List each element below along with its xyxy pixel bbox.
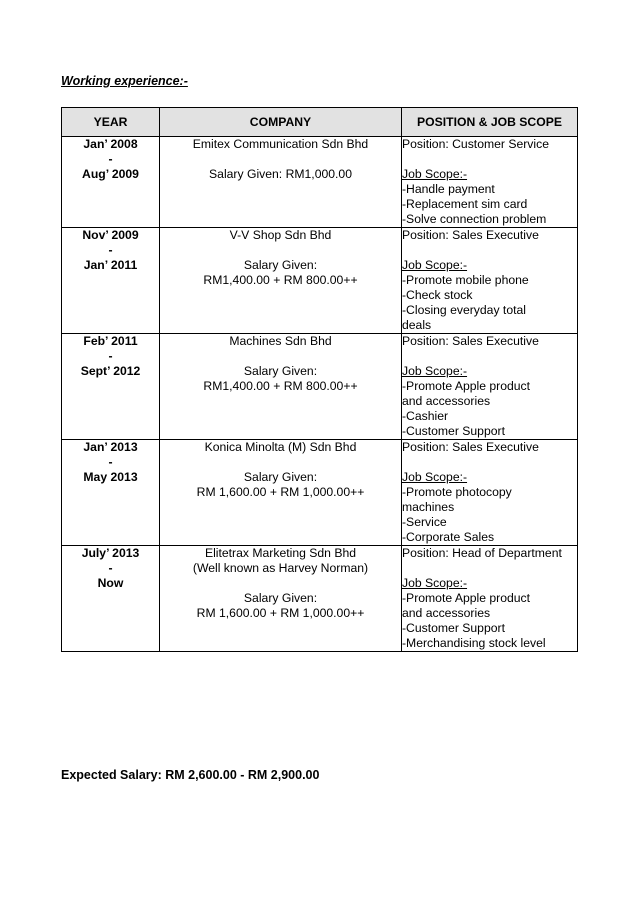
year-end: Jan’ 2011: [83, 258, 138, 272]
salary-value: RM 1,600.00 + RM 1,000.00++: [196, 485, 365, 499]
year-end: Now: [97, 576, 124, 590]
company-name: (Well known as Harvey Norman): [192, 561, 369, 575]
year-cell: [62, 228, 160, 334]
year-end: Sept’ 2012: [80, 364, 141, 378]
company-cell: [160, 440, 402, 546]
job-scope-label: Job Scope:-: [402, 364, 468, 378]
position-cell: [402, 137, 578, 228]
year-end: Aug’ 2009: [82, 167, 139, 181]
position-title: Position: Customer Service: [402, 137, 549, 151]
year-separator: -: [108, 152, 113, 166]
job-scope-item: -Promote Apple product: [402, 379, 531, 393]
job-scope-label: Job Scope:-: [402, 576, 468, 590]
job-scope-item: -Closing everyday total: [402, 303, 526, 317]
year-separator: -: [108, 561, 113, 575]
company-name: V-V Shop Sdn Bhd: [229, 228, 332, 242]
company-cell: [160, 334, 402, 440]
job-scope-item: -Solve connection problem: [402, 212, 547, 226]
position-title: Position: Sales Executive: [402, 334, 539, 348]
company-cell: [160, 546, 402, 652]
job-scope-item: -Handle payment: [402, 182, 495, 196]
job-scope-item: -Promote photocopy: [402, 485, 512, 499]
year-cell: [62, 440, 160, 546]
position-title: Position: Head of Department: [402, 546, 562, 560]
job-scope-item: -Corporate Sales: [402, 530, 495, 544]
job-scope-label: Job Scope:-: [402, 258, 468, 272]
year-start: July’ 2013: [81, 546, 140, 560]
year-cell: [62, 137, 160, 228]
company-name: Emitex Communication Sdn Bhd: [192, 137, 369, 151]
company-name: Elitetrax Marketing Sdn Bhd: [204, 546, 357, 560]
salary-value: RM1,400.00 + RM 800.00++: [203, 379, 358, 393]
job-scope-item: -Replacement sim card: [402, 197, 528, 211]
job-scope-item: -Promote mobile phone: [402, 273, 529, 287]
header-company: COMPANY: [160, 108, 402, 137]
company-name: Konica Minolta (M) Sdn Bhd: [204, 440, 357, 454]
job-scope-label: Job Scope:-: [402, 167, 468, 181]
position-cell: [402, 228, 578, 334]
job-scope-item: deals: [402, 318, 432, 332]
experience-table: [61, 107, 578, 652]
company-cell: [160, 137, 402, 228]
job-scope-item: and accessories: [402, 606, 491, 620]
job-scope-item: -Customer Support: [402, 424, 505, 438]
table-row: [62, 334, 578, 440]
year-cell: [62, 546, 160, 652]
salary-label: Salary Given:: [243, 470, 318, 484]
table-row: [62, 546, 578, 652]
position-title: Position: Sales Executive: [402, 440, 539, 454]
salary-label: Salary Given: RM1,000.00: [209, 167, 352, 181]
table-row: [62, 228, 578, 334]
salary-value: RM1,400.00 + RM 800.00++: [203, 273, 358, 287]
job-scope-item: -Check stock: [402, 288, 473, 302]
year-separator: -: [108, 243, 113, 257]
job-scope-item: -Cashier: [402, 409, 449, 423]
year-start: Jan’ 2008: [83, 137, 138, 151]
job-scope-item: -Service: [402, 515, 447, 529]
job-scope-item: machines: [402, 500, 455, 514]
company-name: Machines Sdn Bhd: [229, 334, 332, 348]
header-year: YEAR: [62, 108, 160, 137]
salary-label: Salary Given:: [243, 364, 318, 378]
expected-salary: Expected Salary: RM 2,600.00 - RM 2,900.00: [61, 768, 320, 782]
header-position: POSITION & JOB SCOPE: [402, 108, 578, 137]
job-scope-item: -Merchandising stock level: [402, 636, 546, 650]
position-cell: [402, 440, 578, 546]
position-cell: [402, 546, 578, 652]
table-row: [62, 137, 578, 228]
section-heading: Working experience:-: [61, 74, 188, 88]
job-scope-label: Job Scope:-: [402, 470, 468, 484]
position-cell: [402, 334, 578, 440]
table-header-row: [62, 108, 578, 137]
year-separator: -: [108, 455, 113, 469]
year-start: Nov’ 2009: [82, 228, 139, 242]
salary-label: Salary Given:: [243, 258, 318, 272]
year-start: Feb’ 2011: [83, 334, 138, 348]
year-separator: -: [108, 349, 113, 363]
job-scope-item: and accessories: [402, 394, 491, 408]
salary-label: Salary Given:: [243, 591, 318, 605]
job-scope-item: -Promote Apple product: [402, 591, 531, 605]
table-row: [62, 440, 578, 546]
salary-value: RM 1,600.00 + RM 1,000.00++: [196, 606, 365, 620]
year-end: May 2013: [83, 470, 138, 484]
year-cell: [62, 334, 160, 440]
company-cell: [160, 228, 402, 334]
year-start: Jan’ 2013: [83, 440, 138, 454]
position-title: Position: Sales Executive: [402, 228, 539, 242]
job-scope-item: -Customer Support: [402, 621, 505, 635]
